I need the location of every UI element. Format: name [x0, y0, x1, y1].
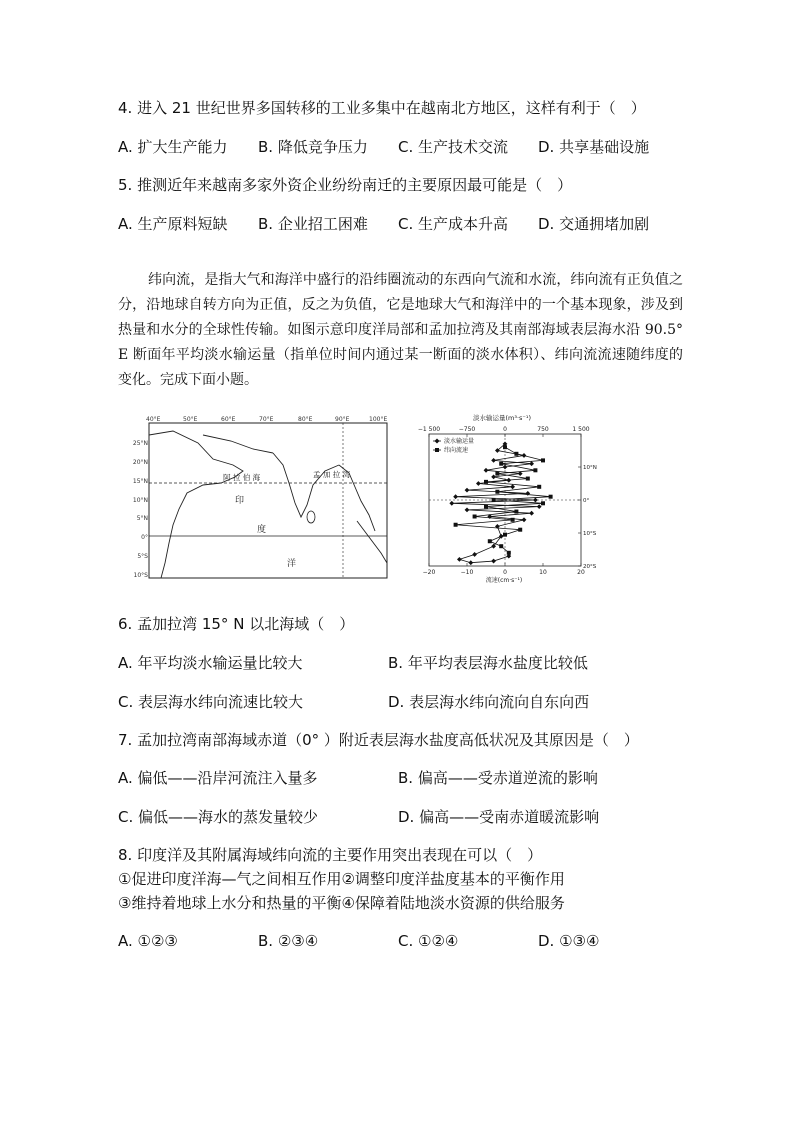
lat-label: 20°N — [132, 459, 148, 466]
velocity-point — [533, 468, 537, 472]
lon-label: 90°E — [335, 416, 350, 423]
lat-label: 10°S — [133, 572, 148, 579]
q8-statement-line-2: ③维持着地球上水分和热量的平衡④保障着陆地淡水资源的供给服务 — [118, 894, 565, 912]
velocity-point — [473, 515, 477, 519]
q7-option-b[interactable]: B. 偏高——受赤道逆流的影响 — [398, 769, 598, 787]
indian-ocean-map — [132, 413, 393, 583]
lon-label: 80°E — [298, 416, 313, 423]
velocity-point — [499, 462, 503, 466]
q8-statement-line-1: ①促进印度洋海—气之间相互作用②调整印度洋盐度基本的平衡作用 — [118, 870, 565, 888]
velocity-point — [537, 485, 541, 489]
chart-lat-tick-label: 0° — [583, 498, 590, 504]
velocity-point — [503, 445, 507, 449]
ocean-label-du: 度 — [257, 525, 267, 535]
velocity-point — [484, 505, 488, 509]
chart-bottom-tick-label: −10 — [460, 569, 474, 576]
velocity-point — [495, 490, 499, 494]
velocity-point — [492, 498, 496, 502]
velocity-point — [503, 533, 507, 537]
q8-option-b[interactable]: B. ②③④ — [258, 932, 319, 950]
velocity-point — [549, 495, 553, 499]
chart-bottom-tick-label: 0 — [503, 569, 507, 576]
chart-lat-tick-label: 20°S — [583, 564, 597, 570]
chart-lat-tick-label: 10°N — [583, 465, 597, 471]
velocity-point — [518, 528, 522, 532]
velocity-point — [507, 551, 511, 555]
q4-option-c[interactable]: C. 生产技术交流 — [398, 138, 509, 156]
reading-passage: 纬向流，是指大气和海洋中盛行的沿纬圈流动的东西向气流和水流，纬向流有正负值之分，沿地球自转方向为正值，反之为负值，它是地球大气和海洋中的一个基本现象，涉及到热量和水分的全球性传输。如图示意印度洋局部和孟加拉湾及其南部海域表层海水沿 90.5° E 断面年平均淡水输运量（指单位时间内通过某一断面的淡水体积）、纬向流流速随纬度的变化。完成下面小题。 — [118, 272, 683, 388]
lat-label: 0° — [141, 534, 148, 541]
q6-option-b[interactable]: B. 年平均表层海水盐度比较低 — [388, 654, 588, 672]
q6-option-c[interactable]: C. 表层海水纬向流速比较大 — [118, 693, 304, 711]
q7-stem: 7. 孟加拉湾南部海域赤道（0° ）附近表层海水盐度高低状况及其原因是（ ） — [118, 731, 639, 749]
legend-label-transport: 淡水输运量 — [444, 438, 475, 445]
lat-label: 25°N — [132, 440, 148, 447]
chart-x-label: 流速(cm·s⁻¹) — [485, 577, 523, 584]
q5-stem: 5. 推测近年来越南多家外资企业纷纷南迁的主要原因最可能是（ ） — [118, 176, 573, 194]
q8-stem: 8. 印度洋及其附属海域纬向流的主要作用突出表现在可以（ ） — [118, 846, 543, 864]
q6-option-d[interactable]: D. 表层海水纬向流向自东向西 — [388, 693, 590, 711]
q4-stem: 4. 进入 21 世纪世界多国转移的工业多集中在越南北方地区，这样有利于（ ） — [118, 99, 646, 117]
chart-bottom-tick-label: 10 — [539, 569, 547, 576]
lon-label: 60°E — [221, 416, 236, 423]
velocity-point — [495, 472, 499, 476]
lon-label: 100°E — [369, 416, 388, 423]
q4-option-a[interactable]: A. 扩大生产能力 — [118, 138, 228, 156]
chart-bottom-tick-label: 20 — [577, 569, 585, 576]
velocity-point — [499, 544, 503, 548]
velocity-point — [526, 477, 530, 481]
chart-top-tick-label: −750 — [458, 426, 476, 433]
legend-label-velocity: 纬向流速 — [444, 447, 469, 454]
lat-label: 5°S — [137, 553, 148, 560]
chart-top-tick-label: −1 500 — [417, 426, 441, 433]
q7-option-c[interactable]: C. 偏低——海水的蒸发量较少 — [118, 808, 319, 826]
q7-option-a[interactable]: A. 偏低——沿岸河流注入量多 — [118, 769, 318, 787]
q6-stem: 6. 孟加拉湾 15° N 以北海域（ ） — [118, 615, 355, 633]
chart-top-tick-label: 750 — [537, 426, 549, 433]
chart-lat-tick-label: 10°S — [583, 531, 597, 537]
velocity-point — [454, 523, 458, 527]
q5-option-b[interactable]: B. 企业招工困难 — [258, 215, 368, 233]
q7-option-d[interactable]: D. 偏高——受南赤道暖流影响 — [398, 808, 600, 826]
q5-option-c[interactable]: C. 生产成本升高 — [398, 215, 509, 233]
lat-label: 15°N — [132, 478, 148, 485]
q8-option-c[interactable]: C. ①②④ — [398, 932, 459, 950]
velocity-point — [514, 510, 518, 514]
lon-label: 70°E — [259, 416, 274, 423]
velocity-point — [511, 518, 515, 522]
lat-label: 5°N — [136, 515, 148, 522]
lon-label: 50°E — [183, 416, 198, 423]
q8-option-a[interactable]: A. ①②③ — [118, 932, 178, 950]
ocean-label-yin: 印 — [235, 496, 245, 506]
q4-option-d[interactable]: D. 共享基础设施 — [538, 138, 650, 156]
lat-label: 10°N — [132, 497, 148, 504]
velocity-point — [484, 480, 488, 484]
freshwater-velocity-chart — [404, 412, 600, 584]
ocean-label-yang: 洋 — [287, 559, 297, 569]
chart-top-tick-label: 1 500 — [572, 426, 590, 433]
legend-square-marker — [435, 448, 439, 452]
chart-top-tick-label: 0 — [503, 426, 507, 433]
q5-option-a[interactable]: A. 生产原料短缺 — [118, 215, 228, 233]
q6-option-a[interactable]: A. 年平均淡水输运量比较大 — [118, 654, 303, 672]
velocity-point — [541, 501, 545, 505]
velocity-point — [541, 458, 545, 462]
lon-label: 40°E — [146, 416, 161, 423]
chart-bottom-tick-label: −20 — [422, 569, 436, 576]
arabian-sea-label: 阿 拉 伯 海 — [223, 473, 261, 482]
chart-title: 淡水输运量(m³·s⁻¹) — [473, 414, 531, 422]
q8-option-d[interactable]: D. ①③④ — [538, 932, 600, 950]
q5-option-d[interactable]: D. 交通拥堵加剧 — [538, 215, 650, 233]
q4-option-b[interactable]: B. 降低竞争压力 — [258, 138, 368, 156]
bay-of-bengal-label: 孟 加 拉 湾 — [313, 470, 351, 479]
velocity-point — [488, 539, 492, 543]
velocity-point — [514, 452, 518, 456]
